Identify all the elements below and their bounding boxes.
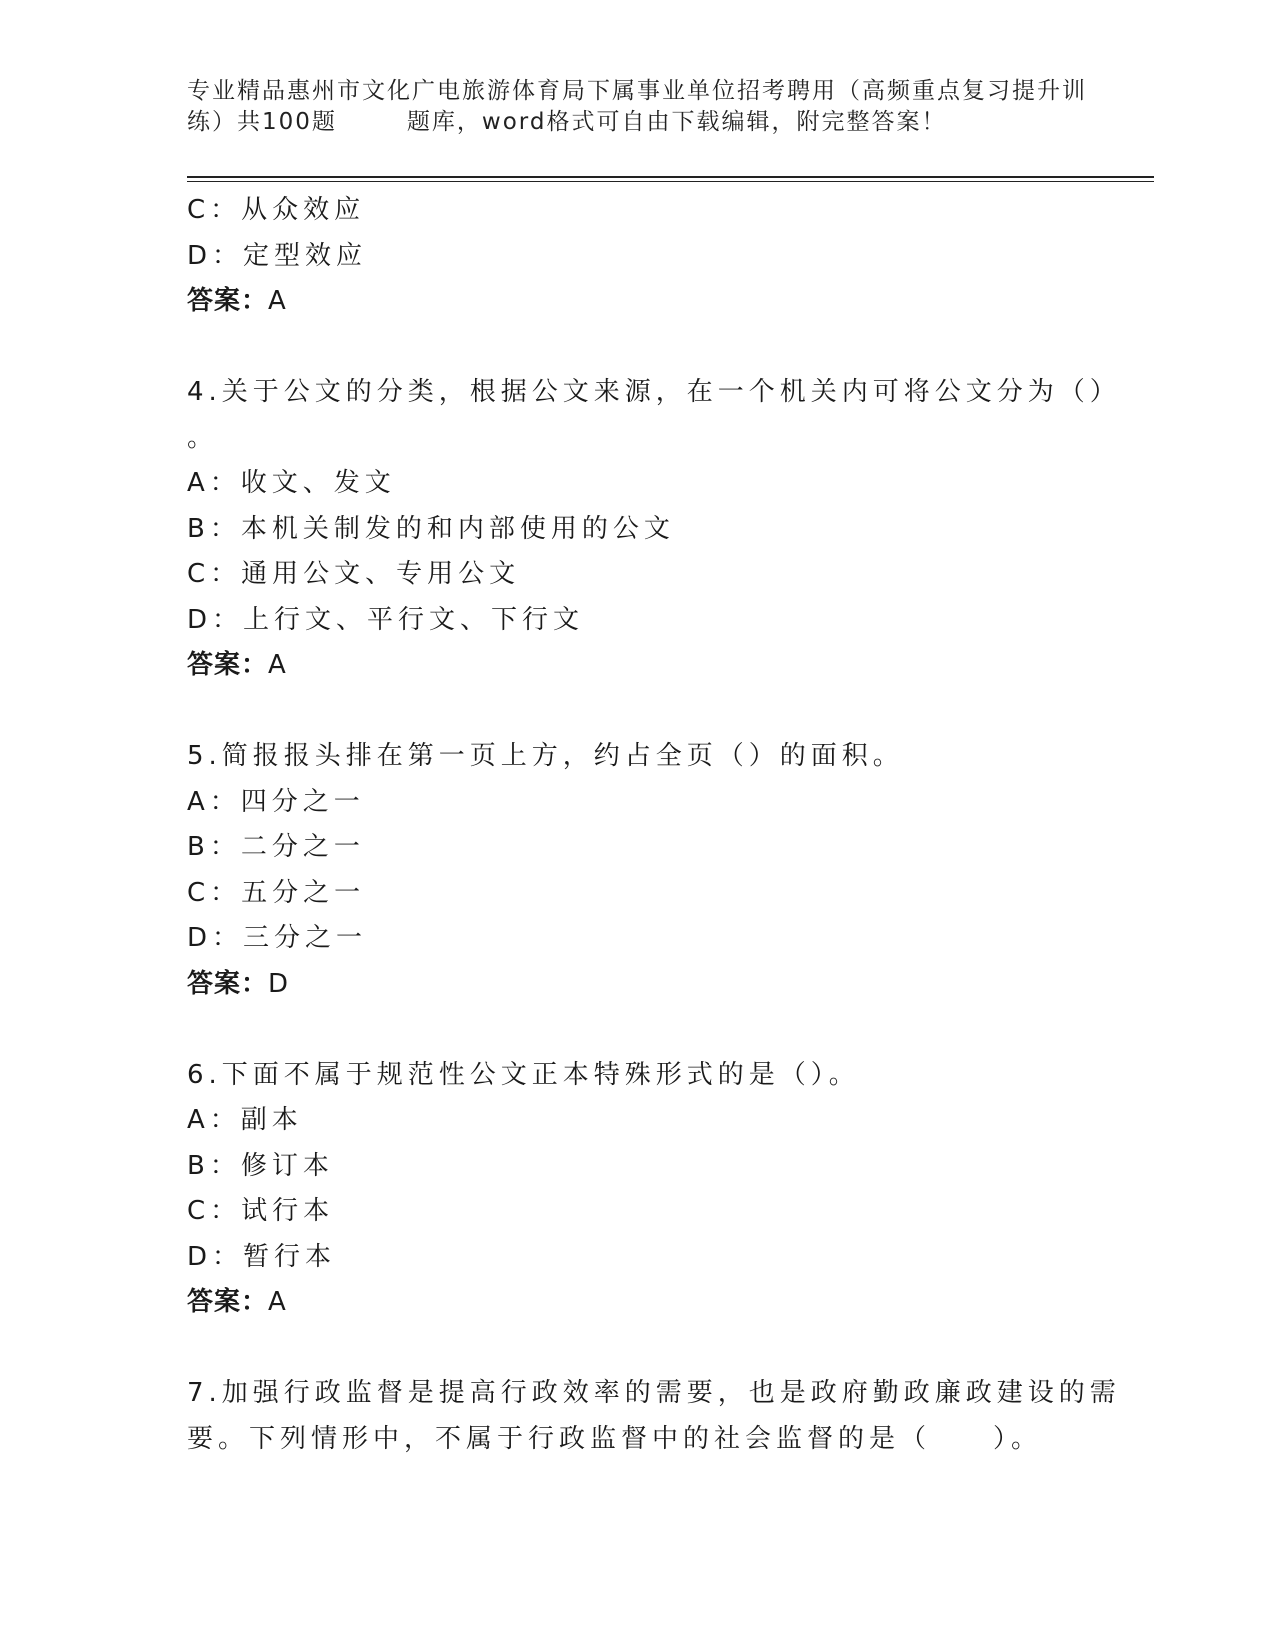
q5-option-a: A：四分之一: [187, 786, 365, 817]
page-header: [187, 76, 1087, 138]
answer-label: 答案：: [187, 1287, 269, 1317]
header-line-1: 专业精品惠州市文化广电旅游体育局下属事业单位招考聘用（高频重点复习提升训: [187, 78, 1087, 104]
answer-label: 答案：: [187, 968, 269, 999]
q5-option-b: B：二分之一: [187, 832, 365, 862]
q6-answer: [187, 1280, 1087, 1326]
q5-option-d: D：三分之一: [187, 923, 368, 953]
q7-stem-line-1: 7.加强行政监督是提高行政效率的需要，也是政府勤政廉政建设的需: [187, 1378, 1121, 1408]
q6-option-d: D：暂行本: [187, 1241, 337, 1272]
answer-label: 答案：: [187, 286, 269, 316]
answer-value: A: [268, 286, 287, 316]
header-line-2-left: 练）共100题: [187, 109, 337, 135]
q4-option-c: C：通用公文、专用公文: [187, 559, 521, 589]
answer-value: A: [268, 650, 287, 680]
answer-value: A: [268, 1287, 287, 1317]
q5-option-c: C：五分之一: [187, 877, 366, 908]
question-list: [187, 188, 1121, 1462]
header-line-2: [187, 107, 1087, 138]
q4-stem-line-1: 4.关于公文的分类，根据公文来源，在一个机关内可将公文分为（）: [187, 377, 1121, 407]
prev-answer: [187, 279, 1087, 325]
q4-answer: [187, 643, 1087, 689]
q4-option-a: A：收文、发文: [187, 468, 396, 498]
q4-option-b: B：本机关制发的和内部使用的公文: [187, 513, 675, 544]
prev-option-d: D：定型效应: [187, 240, 368, 271]
q4-stem-line-2: 。: [187, 422, 219, 453]
q7-stem-line-2: 要。下列情形中，不属于行政监督中的社会监督的是（ ）。: [187, 1423, 1043, 1454]
q5-stem: 5.简报报头排在第一页上方，约占全页（）的面积。: [187, 741, 904, 771]
answer-label: 答案：: [187, 650, 269, 680]
q4-option-d: D：上行文、平行文、下行文: [187, 604, 585, 635]
header-rule-thick: [187, 176, 1154, 178]
q6-option-a: A：副本: [187, 1105, 303, 1135]
q6-option-c: C：试行本: [187, 1196, 335, 1226]
header-line-2-right: 题库，word格式可自由下载编辑，附完整答案！: [406, 109, 947, 135]
q5-answer: [187, 962, 1087, 1008]
prev-option-c: C：从众效应: [187, 195, 366, 225]
answer-value: D: [268, 968, 290, 999]
q6-option-b: B：修订本: [187, 1150, 334, 1181]
q6-stem: 6.下面不属于规范性公文正本特殊形式的是（）。: [187, 1059, 860, 1090]
header-rule-thin: [187, 181, 1154, 182]
